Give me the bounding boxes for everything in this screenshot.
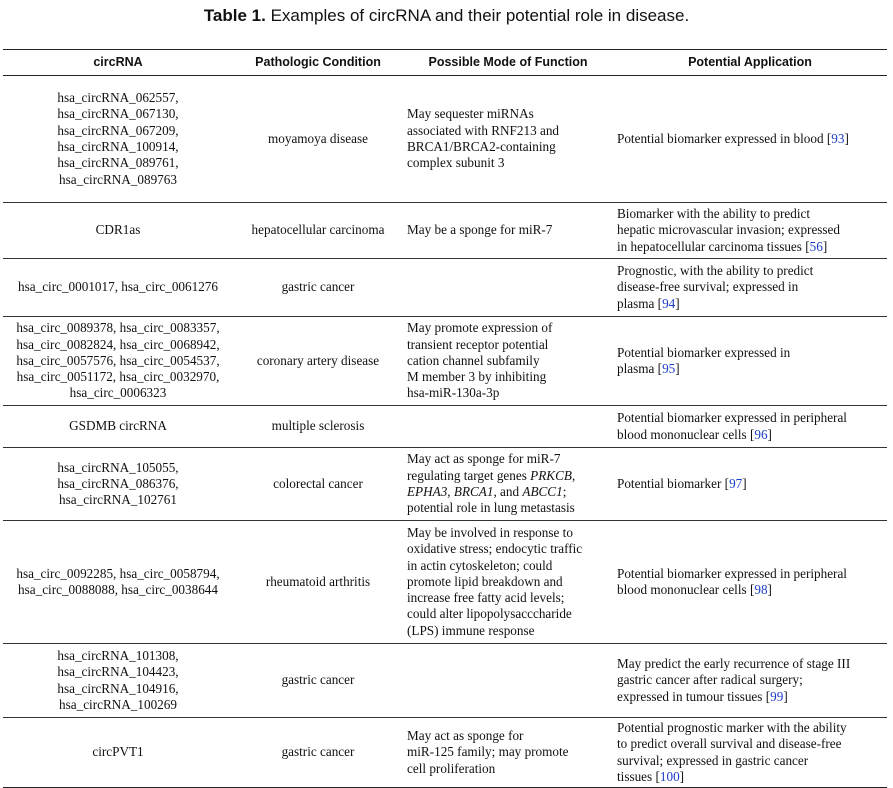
application-text: blood mononuclear cells — [617, 426, 750, 442]
reference-link[interactable]: 99 — [770, 688, 784, 704]
application-text: plasma — [617, 295, 658, 311]
condition-cell: moyamoya disease — [233, 76, 403, 203]
circrna-cell — [3, 406, 233, 448]
condition-cell: gastric cancer — [233, 644, 403, 718]
circrna-id: hsa_circRNA_100269 — [59, 696, 177, 712]
mode-cell — [403, 406, 613, 448]
application-cell — [613, 406, 887, 448]
circrna-id: hsa_circRNA_062557, — [57, 90, 179, 106]
circrna-cell — [3, 521, 233, 644]
reference-link[interactable]: 93 — [831, 130, 845, 146]
table-caption — [0, 4, 893, 28]
gene-name: BRCA1 — [453, 484, 494, 499]
application-cell — [613, 521, 887, 644]
circrna-id: GSDMB circRNA — [69, 418, 167, 434]
circrna-id: hsa_circ_0051172, hsa_circ_0032970, — [16, 369, 220, 385]
application-line: Potential biomarker expressed in — [617, 344, 791, 360]
circrna-id: hsa_circ_0001017, hsa_circ_0061276 — [18, 279, 218, 295]
circrna-id: hsa_circRNA_086376, — [57, 475, 179, 491]
condition-cell: rheumatoid arthritis — [233, 521, 403, 644]
condition-cell: gastric cancer — [233, 718, 403, 788]
application-cell — [613, 203, 887, 259]
mode-line: transient receptor potential — [407, 336, 549, 352]
mode-text: , — [571, 467, 576, 483]
mode-line: miR-125 family; may promote — [407, 744, 569, 760]
header-pathologic-condition: Pathologic Condition — [233, 50, 403, 76]
application-line: in hepatocellular carcinoma tissues [56] — [617, 238, 828, 254]
mode-line: in actin cytoskeleton; could — [407, 557, 553, 573]
mode-cell — [403, 448, 613, 521]
mode-line: increase free fatty acid levels; — [407, 590, 565, 606]
mode-line: May be a sponge for miR-7 — [407, 222, 553, 238]
application-line: disease-free survival; expressed in — [617, 279, 799, 295]
table-body — [3, 76, 887, 788]
mode-line: May promote expression of — [407, 320, 553, 336]
mode-line: BRCA1/BRCA2-containing — [407, 139, 556, 154]
mode-line: May sequester miRNAs — [407, 106, 534, 122]
table-row — [3, 644, 887, 718]
reference-link[interactable]: 98 — [754, 582, 768, 597]
mode-text: ; — [562, 484, 567, 499]
circrna-table — [3, 49, 887, 788]
mode-line: May act as sponge for miR-7 — [407, 451, 561, 467]
mode-line: associated with RNF213 and — [407, 122, 560, 138]
circrna-id: hsa_circRNA_100914, — [57, 139, 179, 154]
mode-cell — [403, 644, 613, 718]
header-mode-of-function: Possible Mode of Function — [403, 50, 613, 76]
application-text: Potential biomarker — [617, 475, 725, 491]
application-cell — [613, 259, 887, 317]
reference-link[interactable]: 100 — [659, 768, 680, 784]
circrna-cell — [3, 203, 233, 259]
application-line: plasma [95] — [617, 361, 680, 376]
application-text: expressed in tumour tissues — [617, 688, 766, 704]
mode-line: potential role in lung metastasis — [407, 500, 575, 516]
circrna-id: hsa_circRNA_089763 — [59, 171, 177, 187]
application-text: in hepatocellular carcinoma tissues — [617, 238, 806, 254]
circrna-cell — [3, 718, 233, 788]
condition-cell: coronary artery disease — [233, 317, 403, 406]
circrna-id: hsa_circRNA_067209, — [57, 122, 179, 138]
reference-link[interactable]: 96 — [754, 426, 768, 442]
condition-cell: gastric cancer — [233, 259, 403, 317]
circrna-cell — [3, 317, 233, 406]
circrna-id: circPVT1 — [92, 744, 144, 760]
circrna-id: CDR1as — [95, 222, 141, 238]
circrna-id: hsa_circ_0057576, hsa_circ_0054537, — [16, 352, 220, 368]
application-line: blood mononuclear cells [96] — [617, 426, 772, 442]
application-text: Potential biomarker expressed in blood — [617, 130, 827, 146]
application-line: May predict the early recurrence of stage III — [617, 656, 851, 672]
reference-link[interactable]: 56 — [809, 238, 823, 254]
application-line: gastric cancer after radical surgery; — [617, 672, 803, 688]
circrna-cell — [3, 76, 233, 203]
application-line: plasma [94] — [617, 295, 680, 311]
mode-line: cation channel subfamily — [407, 352, 540, 368]
mode-cell — [403, 317, 613, 406]
circrna-id: hsa_circRNA_104916, — [57, 680, 179, 696]
application-cell — [613, 718, 887, 788]
application-text: tissues — [617, 768, 656, 784]
mode-line: promote lipid breakdown and — [407, 573, 563, 589]
reference-link[interactable]: 94 — [662, 295, 676, 311]
mode-line — [407, 468, 609, 484]
circrna-id: hsa_circ_0089378, hsa_circ_0083357, — [16, 320, 220, 336]
application-text: blood mononuclear cells — [617, 582, 750, 597]
circrna-id: hsa_circRNA_067130, — [57, 106, 179, 122]
mode-line: (LPS) immune response — [407, 622, 535, 638]
table-row — [3, 317, 887, 406]
circrna-cell — [3, 448, 233, 521]
condition-cell: multiple sclerosis — [233, 406, 403, 448]
application-line: Potential biomarker expressed in blood [93] — [617, 130, 849, 146]
table-header — [3, 50, 887, 76]
application-cell — [613, 76, 887, 203]
mode-line: complex subunit 3 — [407, 155, 505, 171]
application-line: hepatic microvascular invasion; expressed — [617, 222, 841, 238]
circrna-id: hsa_circRNA_104423, — [57, 664, 179, 680]
mode-line: hsa-miR-130a-3p — [407, 385, 500, 401]
table-row — [3, 259, 887, 317]
mode-text: regulating target genes — [407, 467, 531, 483]
table-caption-text: Examples of circRNA and their potential role in disease. — [265, 6, 690, 25]
circrna-cell — [3, 259, 233, 317]
application-line: Potential biomarker expressed in peripheral — [617, 565, 847, 581]
application-line: tissues [100] — [617, 768, 685, 784]
mode-line: oxidative stress; endocytic traffic — [407, 541, 583, 557]
application-text: plasma — [617, 361, 658, 376]
mode-line: cell proliferation — [407, 760, 496, 776]
table-row — [3, 203, 887, 259]
mode-line: M member 3 by inhibiting — [407, 369, 547, 385]
circrna-cell — [3, 644, 233, 718]
application-cell — [613, 317, 887, 406]
mode-cell — [403, 203, 613, 259]
circrna-id: hsa_circ_0006323 — [69, 385, 167, 401]
application-line: Biomarker with the ability to predict — [617, 206, 811, 222]
mode-cell — [403, 259, 613, 317]
application-line: to predict overall survival and disease-free — [617, 736, 842, 752]
condition-cell: colorectal cancer — [233, 448, 403, 521]
mode-text: , — [447, 484, 454, 499]
circrna-id: hsa_circRNA_102761 — [59, 492, 177, 508]
application-line: survival; expressed in gastric cancer — [617, 752, 809, 768]
gene-name: EPHA3 — [407, 484, 448, 499]
circrna-id: hsa_circRNA_101308, — [57, 647, 179, 663]
circrna-id: hsa_circ_0088088, hsa_circ_0038644 — [18, 582, 218, 597]
circrna-id: hsa_circ_0082824, hsa_circ_0068942, — [16, 336, 220, 352]
mode-cell — [403, 718, 613, 788]
table-row — [3, 406, 887, 448]
header-potential-application: Potential Application — [613, 50, 887, 76]
table-row — [3, 521, 887, 644]
table-label: Table 1. — [203, 6, 266, 25]
mode-cell — [403, 521, 613, 644]
application-cell — [613, 448, 887, 521]
header-circrna: circRNA — [3, 50, 233, 76]
circrna-id: hsa_circRNA_089761, — [57, 155, 179, 171]
application-line: Potential biomarker [97] — [617, 475, 747, 491]
circrna-id: hsa_circRNA_105055, — [57, 459, 179, 475]
application-line: Prognostic, with the ability to predict — [617, 263, 814, 279]
table-row — [3, 448, 887, 521]
application-cell — [613, 644, 887, 718]
application-line: Potential biomarker expressed in peripheral — [617, 410, 847, 426]
mode-line: May act as sponge for — [407, 728, 524, 744]
reference-link[interactable]: 97 — [729, 475, 743, 491]
table-row — [3, 718, 887, 788]
mode-line: could alter lipopolysacccharide — [407, 606, 572, 622]
condition-cell: hepatocellular carcinoma — [233, 203, 403, 259]
gene-name: PRKCB — [530, 467, 572, 483]
table-row — [3, 76, 887, 203]
application-line: Potential prognostic marker with the ability — [617, 720, 847, 735]
mode-line — [407, 484, 609, 500]
application-line: expressed in tumour tissues [99] — [617, 688, 788, 704]
application-line: blood mononuclear cells [98] — [617, 582, 772, 597]
reference-link[interactable]: 95 — [662, 361, 676, 376]
mode-text: , and — [493, 484, 523, 499]
header-row — [3, 50, 887, 76]
mode-line: May be involved in response to — [407, 524, 573, 540]
circrna-id: hsa_circ_0092285, hsa_circ_0058794, — [16, 565, 220, 581]
mode-cell — [403, 76, 613, 203]
gene-name: ABCC1 — [522, 484, 563, 499]
